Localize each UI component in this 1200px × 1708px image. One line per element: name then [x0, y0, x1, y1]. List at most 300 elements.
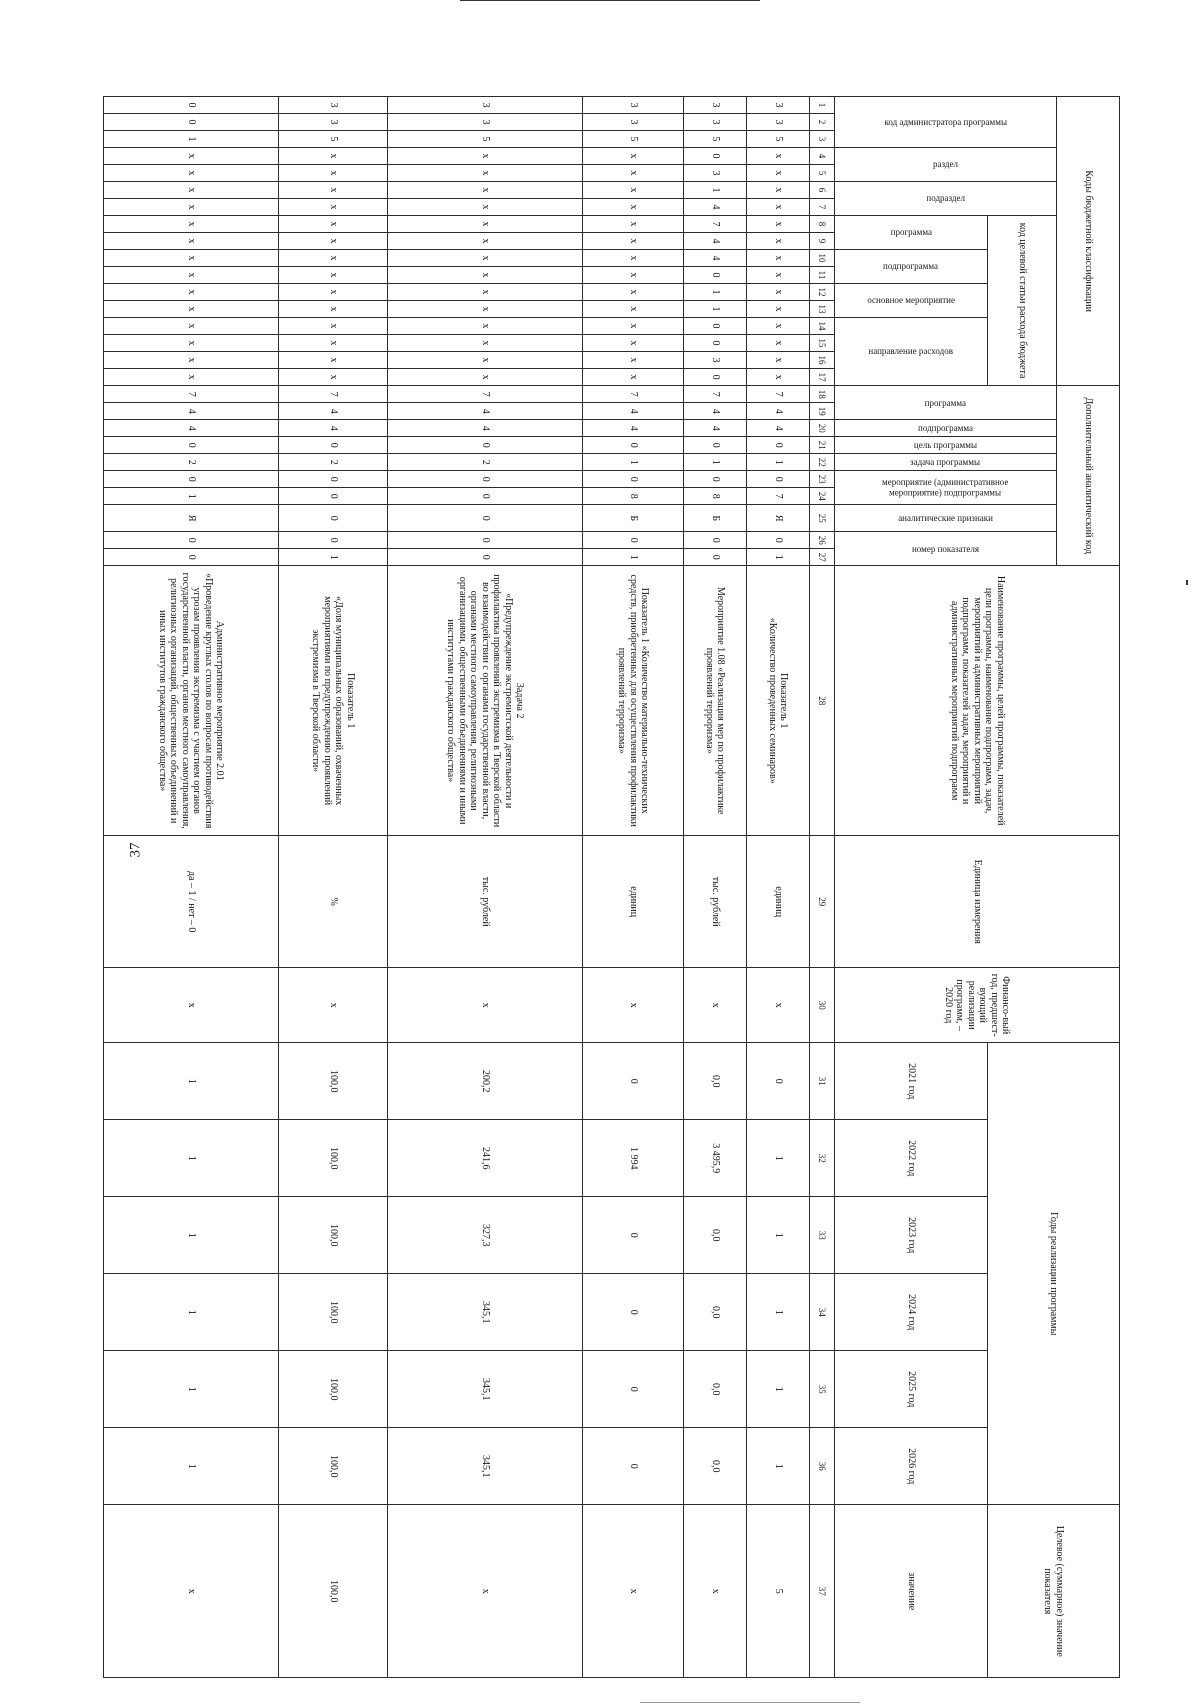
column-index-cell: 8 [810, 216, 835, 233]
column-index-cell: 23 [810, 471, 835, 488]
year-value-cell: 100,0 [279, 1120, 388, 1197]
code-cell: х [747, 148, 810, 165]
code-cell: х [583, 216, 684, 233]
base-year-cell: х [583, 968, 684, 1043]
code-cell: 0 [279, 488, 388, 505]
year-value-cell: 0,0 [684, 1043, 747, 1120]
year-value-cell: 0,0 [684, 1351, 747, 1428]
unit-col-header: Единица измерения [835, 836, 1120, 968]
code-cell: 8 [583, 488, 684, 505]
code-cell: х [583, 199, 684, 216]
code-cell: х [747, 199, 810, 216]
code-cell: 3 [279, 114, 388, 131]
code-cell: х [388, 148, 583, 165]
code-cell: 5 [684, 131, 747, 148]
direction-header: направление расходов [868, 346, 954, 357]
code-cell: 4 [684, 403, 747, 420]
code-cell: х [104, 250, 279, 267]
year-2025-header: 2025 год [835, 1351, 988, 1428]
admin-code-header: код администратора программы [884, 116, 1007, 127]
target-value-cell: х [684, 1505, 747, 1678]
code-cell: 7 [279, 386, 388, 403]
year-value-cell: 0 [583, 1274, 684, 1351]
year-value-cell: 0 [583, 1043, 684, 1120]
year-value-cell: 100,0 [279, 1351, 388, 1428]
code-cell: х [583, 148, 684, 165]
x-task-header: задача программы [910, 457, 981, 468]
code-cell: х [388, 165, 583, 182]
code-cell: х [388, 284, 583, 301]
code-cell: 0 [684, 148, 747, 165]
column-index-cell: 25 [810, 505, 835, 532]
column-index-cell: 3 [810, 131, 835, 148]
unit-cell: единиц [583, 836, 684, 968]
code-cell: 0 [104, 437, 279, 454]
column-index-cell: 11 [810, 267, 835, 284]
x-goal-header: цель программы [913, 440, 978, 451]
year-value-cell: 1 [104, 1197, 279, 1274]
code-cell: х [583, 267, 684, 284]
code-cell: 0 [684, 437, 747, 454]
unit-cell: да – 1 / нет – 0 [104, 836, 279, 968]
code-cell: х [388, 250, 583, 267]
code-cell: 4 [279, 403, 388, 420]
code-cell: 0 [583, 437, 684, 454]
code-cell: х [747, 335, 810, 352]
year-value-cell: 0 [583, 1351, 684, 1428]
code-cell: х [388, 267, 583, 284]
code-cell: 0 [388, 505, 583, 532]
year-value-cell: 327,3 [388, 1197, 583, 1274]
code-cell: 1 [684, 182, 747, 199]
code-cell: Б [583, 505, 684, 532]
unit-cell: тыс. рублей [684, 836, 747, 968]
year-2023-header: 2023 год [835, 1197, 988, 1274]
code-cell: 0 [684, 471, 747, 488]
column-index-cell: 18 [810, 386, 835, 403]
table-row [747, 97, 810, 1678]
code-cell: 2 [388, 454, 583, 471]
year-value-cell: 1 994 [583, 1120, 684, 1197]
code-cell: 0 [684, 532, 747, 549]
code-cell: 7 [583, 386, 684, 403]
code-cell: 0 [104, 114, 279, 131]
years-group-header: Годы реализации программы [988, 1043, 1120, 1505]
code-cell: 5 [583, 131, 684, 148]
code-cell: х [388, 352, 583, 369]
code-cell: х [104, 352, 279, 369]
extra-code-header: Дополнительный аналитический код [1057, 386, 1120, 566]
year-value-cell: 1 [104, 1120, 279, 1197]
code-cell: 3 [279, 97, 388, 114]
item-name-cell: Показатель 1 «Количество материально-технических средств, приобретенных для осуществления профилактики проявлений терроризма» [583, 566, 684, 836]
base-year-cell: х [104, 968, 279, 1043]
code-cell: 0 [684, 335, 747, 352]
code-cell: х [583, 318, 684, 335]
subprogram-header: подпрограмма [883, 261, 939, 272]
column-index-cell: 34 [810, 1274, 835, 1351]
column-index-cell: 13 [810, 301, 835, 318]
code-cell: 3 [684, 165, 747, 182]
code-cell: 4 [684, 250, 747, 267]
code-cell: 4 [747, 403, 810, 420]
code-cell: 0 [388, 471, 583, 488]
code-cell: 1 [684, 454, 747, 471]
code-cell: 3 [583, 97, 684, 114]
column-index-cell: 29 [810, 836, 835, 968]
code-cell: 0 [279, 532, 388, 549]
code-cell: 0 [104, 532, 279, 549]
code-cell: 3 [684, 352, 747, 369]
code-cell: 1 [747, 549, 810, 566]
code-cell: 1 [684, 301, 747, 318]
year-value-cell: 200,2 [388, 1043, 583, 1120]
code-cell: х [747, 369, 810, 386]
code-cell: х [104, 267, 279, 284]
code-cell: 1 [684, 284, 747, 301]
code-cell: 1 [747, 454, 810, 471]
code-cell: 7 [747, 386, 810, 403]
code-cell: 7 [684, 216, 747, 233]
year-value-cell: 0,0 [684, 1274, 747, 1351]
year-value-cell: 0 [583, 1428, 684, 1505]
year-value-cell: 0,0 [684, 1428, 747, 1505]
code-cell: х [279, 250, 388, 267]
code-cell: х [747, 352, 810, 369]
code-cell: х [279, 233, 388, 250]
code-cell: 0 [684, 318, 747, 335]
code-cell: х [583, 182, 684, 199]
unit-cell: тыс. рублей [388, 836, 583, 968]
code-cell: х [583, 250, 684, 267]
year-value-cell: 1 [747, 1274, 810, 1351]
code-cell: 3 [747, 97, 810, 114]
x-subprogram-header: подпрограмма [918, 423, 973, 434]
item-name-cell: Административное мероприятие 2.01 «Проведение круглых столов по вопросам противодействия угрозам проявления экстремизма с участием органов государственной власти, органов местного самоуправления, религиозных организаций, общественных объединений и иных институтов гражданского общества» [104, 566, 279, 836]
code-cell: х [104, 301, 279, 318]
code-cell: 0 [388, 488, 583, 505]
code-cell: 4 [747, 420, 810, 437]
code-cell: х [279, 267, 388, 284]
code-cell: 2 [104, 454, 279, 471]
year-value-cell: 0 [747, 1043, 810, 1120]
code-cell: 7 [747, 488, 810, 505]
column-index-cell: 27 [810, 549, 835, 566]
code-cell: х [104, 233, 279, 250]
column-index-cell: 16 [810, 352, 835, 369]
code-cell: 4 [684, 420, 747, 437]
x-analytic-header: аналитические признаки [898, 513, 993, 524]
code-cell: х [279, 369, 388, 386]
code-cell: 1 [279, 549, 388, 566]
code-cell: 0 [279, 505, 388, 532]
code-cell: х [388, 318, 583, 335]
code-cell: х [388, 369, 583, 386]
code-cell: х [583, 284, 684, 301]
code-cell: х [104, 148, 279, 165]
code-cell: х [279, 318, 388, 335]
scan-line [460, 0, 760, 1]
year-value-cell: 100,0 [279, 1428, 388, 1505]
program-table [103, 96, 1120, 1678]
column-index-cell: 1 [810, 97, 835, 114]
target-value-cell: 100,0 [279, 1505, 388, 1678]
table-row [104, 97, 279, 1678]
code-cell: х [388, 233, 583, 250]
code-cell: 1 [104, 131, 279, 148]
year-value-cell: 100,0 [279, 1043, 388, 1120]
code-cell: х [104, 216, 279, 233]
column-index-cell: 6 [810, 182, 835, 199]
column-index-cell: 2 [810, 114, 835, 131]
code-cell: х [747, 267, 810, 284]
column-index-cell: 12 [810, 284, 835, 301]
code-cell: 4 [104, 420, 279, 437]
code-cell: х [583, 165, 684, 182]
section-header: раздел [933, 159, 958, 170]
code-cell: х [279, 165, 388, 182]
code-cell: 5 [747, 131, 810, 148]
year-value-cell: 0,0 [684, 1197, 747, 1274]
code-cell: х [388, 301, 583, 318]
code-cell: Я [104, 505, 279, 532]
year-value-cell: 345,1 [388, 1274, 583, 1351]
item-name-cell: Мероприятие 1.08 «Реализация мер по профилактике проявлений терроризма» [684, 566, 747, 836]
code-cell: 4 [583, 420, 684, 437]
target-article-header: код целевой статьи расхода бюджета [988, 216, 1057, 386]
code-cell: 4 [684, 233, 747, 250]
column-index-cell: 36 [810, 1428, 835, 1505]
code-cell: 0 [104, 97, 279, 114]
code-cell: 1 [583, 549, 684, 566]
base-year-cell: х [684, 968, 747, 1043]
code-cell: 4 [279, 420, 388, 437]
target-value-cell: х [583, 1505, 684, 1678]
column-index-cell: 10 [810, 250, 835, 267]
code-cell: 4 [684, 199, 747, 216]
table-row [279, 97, 388, 1678]
year-value-cell: 100,0 [279, 1274, 388, 1351]
code-cell: х [583, 352, 684, 369]
year-2026-header: 2026 год [835, 1428, 988, 1505]
table-row [388, 97, 583, 1678]
year-value-cell: 1 [747, 1351, 810, 1428]
target-value-cell: 5 [747, 1505, 810, 1678]
x-indicator-header: номер показателя [912, 543, 980, 554]
code-cell: х [279, 182, 388, 199]
main-event-header: основное мероприятие [867, 295, 955, 306]
year-value-cell: 1 [747, 1197, 810, 1274]
base-year-cell: х [388, 968, 583, 1043]
code-cell: х [279, 335, 388, 352]
column-index-row [810, 97, 835, 1678]
year-value-cell: 1 [104, 1274, 279, 1351]
year-value-cell: 345,1 [388, 1428, 583, 1505]
code-cell: х [104, 369, 279, 386]
code-cell: х [747, 284, 810, 301]
code-cell: 4 [583, 403, 684, 420]
scan-line-bottom [640, 1702, 860, 1703]
unit-cell: единиц [747, 836, 810, 968]
code-cell: х [104, 335, 279, 352]
code-cell: х [747, 233, 810, 250]
subsection-header: подраздел [926, 193, 965, 204]
column-index-cell: 37 [810, 1505, 835, 1678]
year-value-cell: 0 [583, 1197, 684, 1274]
year-2021-header: 2021 год [835, 1043, 988, 1120]
column-index-cell: 9 [810, 233, 835, 250]
code-cell: Б [684, 505, 747, 532]
column-index-cell: 22 [810, 454, 835, 471]
code-cell: х [388, 182, 583, 199]
column-index-cell: 31 [810, 1043, 835, 1120]
code-cell: 0 [583, 471, 684, 488]
code-cell: 8 [684, 488, 747, 505]
code-cell: 0 [388, 549, 583, 566]
code-cell: х [747, 216, 810, 233]
column-index-cell: 19 [810, 403, 835, 420]
code-cell: х [279, 148, 388, 165]
code-cell: 0 [583, 532, 684, 549]
column-index-cell: 28 [810, 566, 835, 836]
code-cell: 5 [388, 131, 583, 148]
code-cell: х [104, 165, 279, 182]
code-cell: х [747, 318, 810, 335]
table-row [583, 97, 684, 1678]
rotated-table-wrapper [157, 96, 1120, 1657]
code-cell: х [279, 301, 388, 318]
name-col-header: Наименование программы, целей программы, показателей цели программы, наименование подпрограмм, задач, мероприятий и административных мероприятий подпрограмм, показателей задач, мероприятий и административных мероприятий подпрограмм [835, 566, 1120, 836]
year-2024-header: 2024 год [835, 1274, 988, 1351]
code-cell: 4 [388, 403, 583, 420]
header-row-1 [1057, 97, 1120, 1678]
column-index-cell: 15 [810, 335, 835, 352]
column-index-cell: 14 [810, 318, 835, 335]
code-cell: 0 [104, 549, 279, 566]
table-body [104, 97, 810, 1678]
column-index-cell: 26 [810, 532, 835, 549]
year-value-cell: 1 [747, 1428, 810, 1505]
code-cell: 0 [684, 267, 747, 284]
code-cell: Я [747, 505, 810, 532]
year-value-cell: 241,6 [388, 1120, 583, 1197]
year-value-cell: 345,1 [388, 1351, 583, 1428]
scan-dot [1186, 580, 1188, 585]
code-cell: 7 [684, 386, 747, 403]
code-cell: 0 [388, 532, 583, 549]
codes-bk-header: Коды бюджетной классификации [1057, 97, 1120, 386]
code-cell: 0 [747, 437, 810, 454]
code-cell: х [104, 284, 279, 301]
code-cell: х [279, 199, 388, 216]
code-cell: 3 [388, 97, 583, 114]
year-value-cell: 1 [104, 1428, 279, 1505]
code-cell: 5 [279, 131, 388, 148]
code-cell: х [104, 318, 279, 335]
year-value-cell: 1 [747, 1120, 810, 1197]
code-cell: х [388, 199, 583, 216]
column-index-cell: 20 [810, 420, 835, 437]
program-header: программа [890, 227, 932, 238]
code-cell: х [388, 335, 583, 352]
code-cell: х [583, 233, 684, 250]
year-value-cell: 1 [104, 1351, 279, 1428]
code-cell: 0 [388, 437, 583, 454]
code-cell: х [747, 165, 810, 182]
code-cell: 3 [747, 114, 810, 131]
code-cell: 0 [747, 471, 810, 488]
column-index-cell: 30 [810, 968, 835, 1043]
code-cell: 0 [279, 471, 388, 488]
code-cell: 4 [388, 420, 583, 437]
base-year-cell: х [747, 968, 810, 1043]
code-cell: 3 [583, 114, 684, 131]
column-index-cell: 5 [810, 165, 835, 182]
code-cell: 0 [684, 369, 747, 386]
code-cell: 3 [684, 114, 747, 131]
year-value-cell: 1 [104, 1043, 279, 1120]
base-year-header: Финансо-вый год, предшест-вующий реализации программ, – 2020 год [835, 968, 1120, 1043]
code-cell: х [279, 216, 388, 233]
base-year-cell: х [279, 968, 388, 1043]
x-event-header: мероприятие (административное мероприятие) подпрограммы [882, 477, 1009, 498]
code-cell: х [747, 301, 810, 318]
year-value-cell: 3 495,9 [684, 1120, 747, 1197]
code-cell: х [747, 250, 810, 267]
code-cell: х [583, 369, 684, 386]
code-cell: 0 [104, 471, 279, 488]
column-index-cell: 21 [810, 437, 835, 454]
table-row [684, 97, 747, 1678]
x-program-header: программа [924, 397, 967, 408]
code-cell: 2 [279, 454, 388, 471]
code-cell: 0 [684, 549, 747, 566]
code-cell: х [747, 182, 810, 199]
column-index-cell: 33 [810, 1197, 835, 1274]
unit-cell: % [279, 836, 388, 968]
code-cell: х [583, 301, 684, 318]
code-cell: 0 [279, 437, 388, 454]
code-cell: 3 [684, 97, 747, 114]
code-cell: х [279, 352, 388, 369]
column-index-cell: 17 [810, 369, 835, 386]
item-name-cell: Показатель 1 «Количество проведенных семинаров» [747, 566, 810, 836]
code-cell: х [104, 199, 279, 216]
target-value-cell: х [104, 1505, 279, 1678]
code-cell: х [583, 335, 684, 352]
target-value-header: значение [835, 1505, 988, 1678]
code-cell: х [388, 216, 583, 233]
code-cell: 1 [104, 488, 279, 505]
code-cell: 4 [104, 403, 279, 420]
year-2022-header: 2022 год [835, 1120, 988, 1197]
page-number: 37 [127, 842, 144, 858]
column-index-cell: 4 [810, 148, 835, 165]
column-index-cell: 24 [810, 488, 835, 505]
year-value-cell: 100,0 [279, 1197, 388, 1274]
code-cell: х [104, 182, 279, 199]
column-index-cell: 7 [810, 199, 835, 216]
code-cell: 3 [388, 114, 583, 131]
item-name-cell: Задача 2 «Предупреждение экстремистской деятельности и профилактика проявлений экстремизма в Тверской области во взаимодействии с органами государственной власти, органами местного самоуправления, религиозными организациями, общественными объединениями и иными институтами гражданского общества» [388, 566, 583, 836]
target-value-cell: х [388, 1505, 583, 1678]
column-index-cell: 35 [810, 1351, 835, 1428]
column-index-cell: 32 [810, 1120, 835, 1197]
code-cell: 1 [583, 454, 684, 471]
item-name-cell: Показатель 1 «Доля муниципальных образований, охваченных мероприятиями по предупреждению проявлений экстремизма в Тверской области» [279, 566, 388, 836]
code-cell: 7 [388, 386, 583, 403]
code-cell: х [279, 284, 388, 301]
